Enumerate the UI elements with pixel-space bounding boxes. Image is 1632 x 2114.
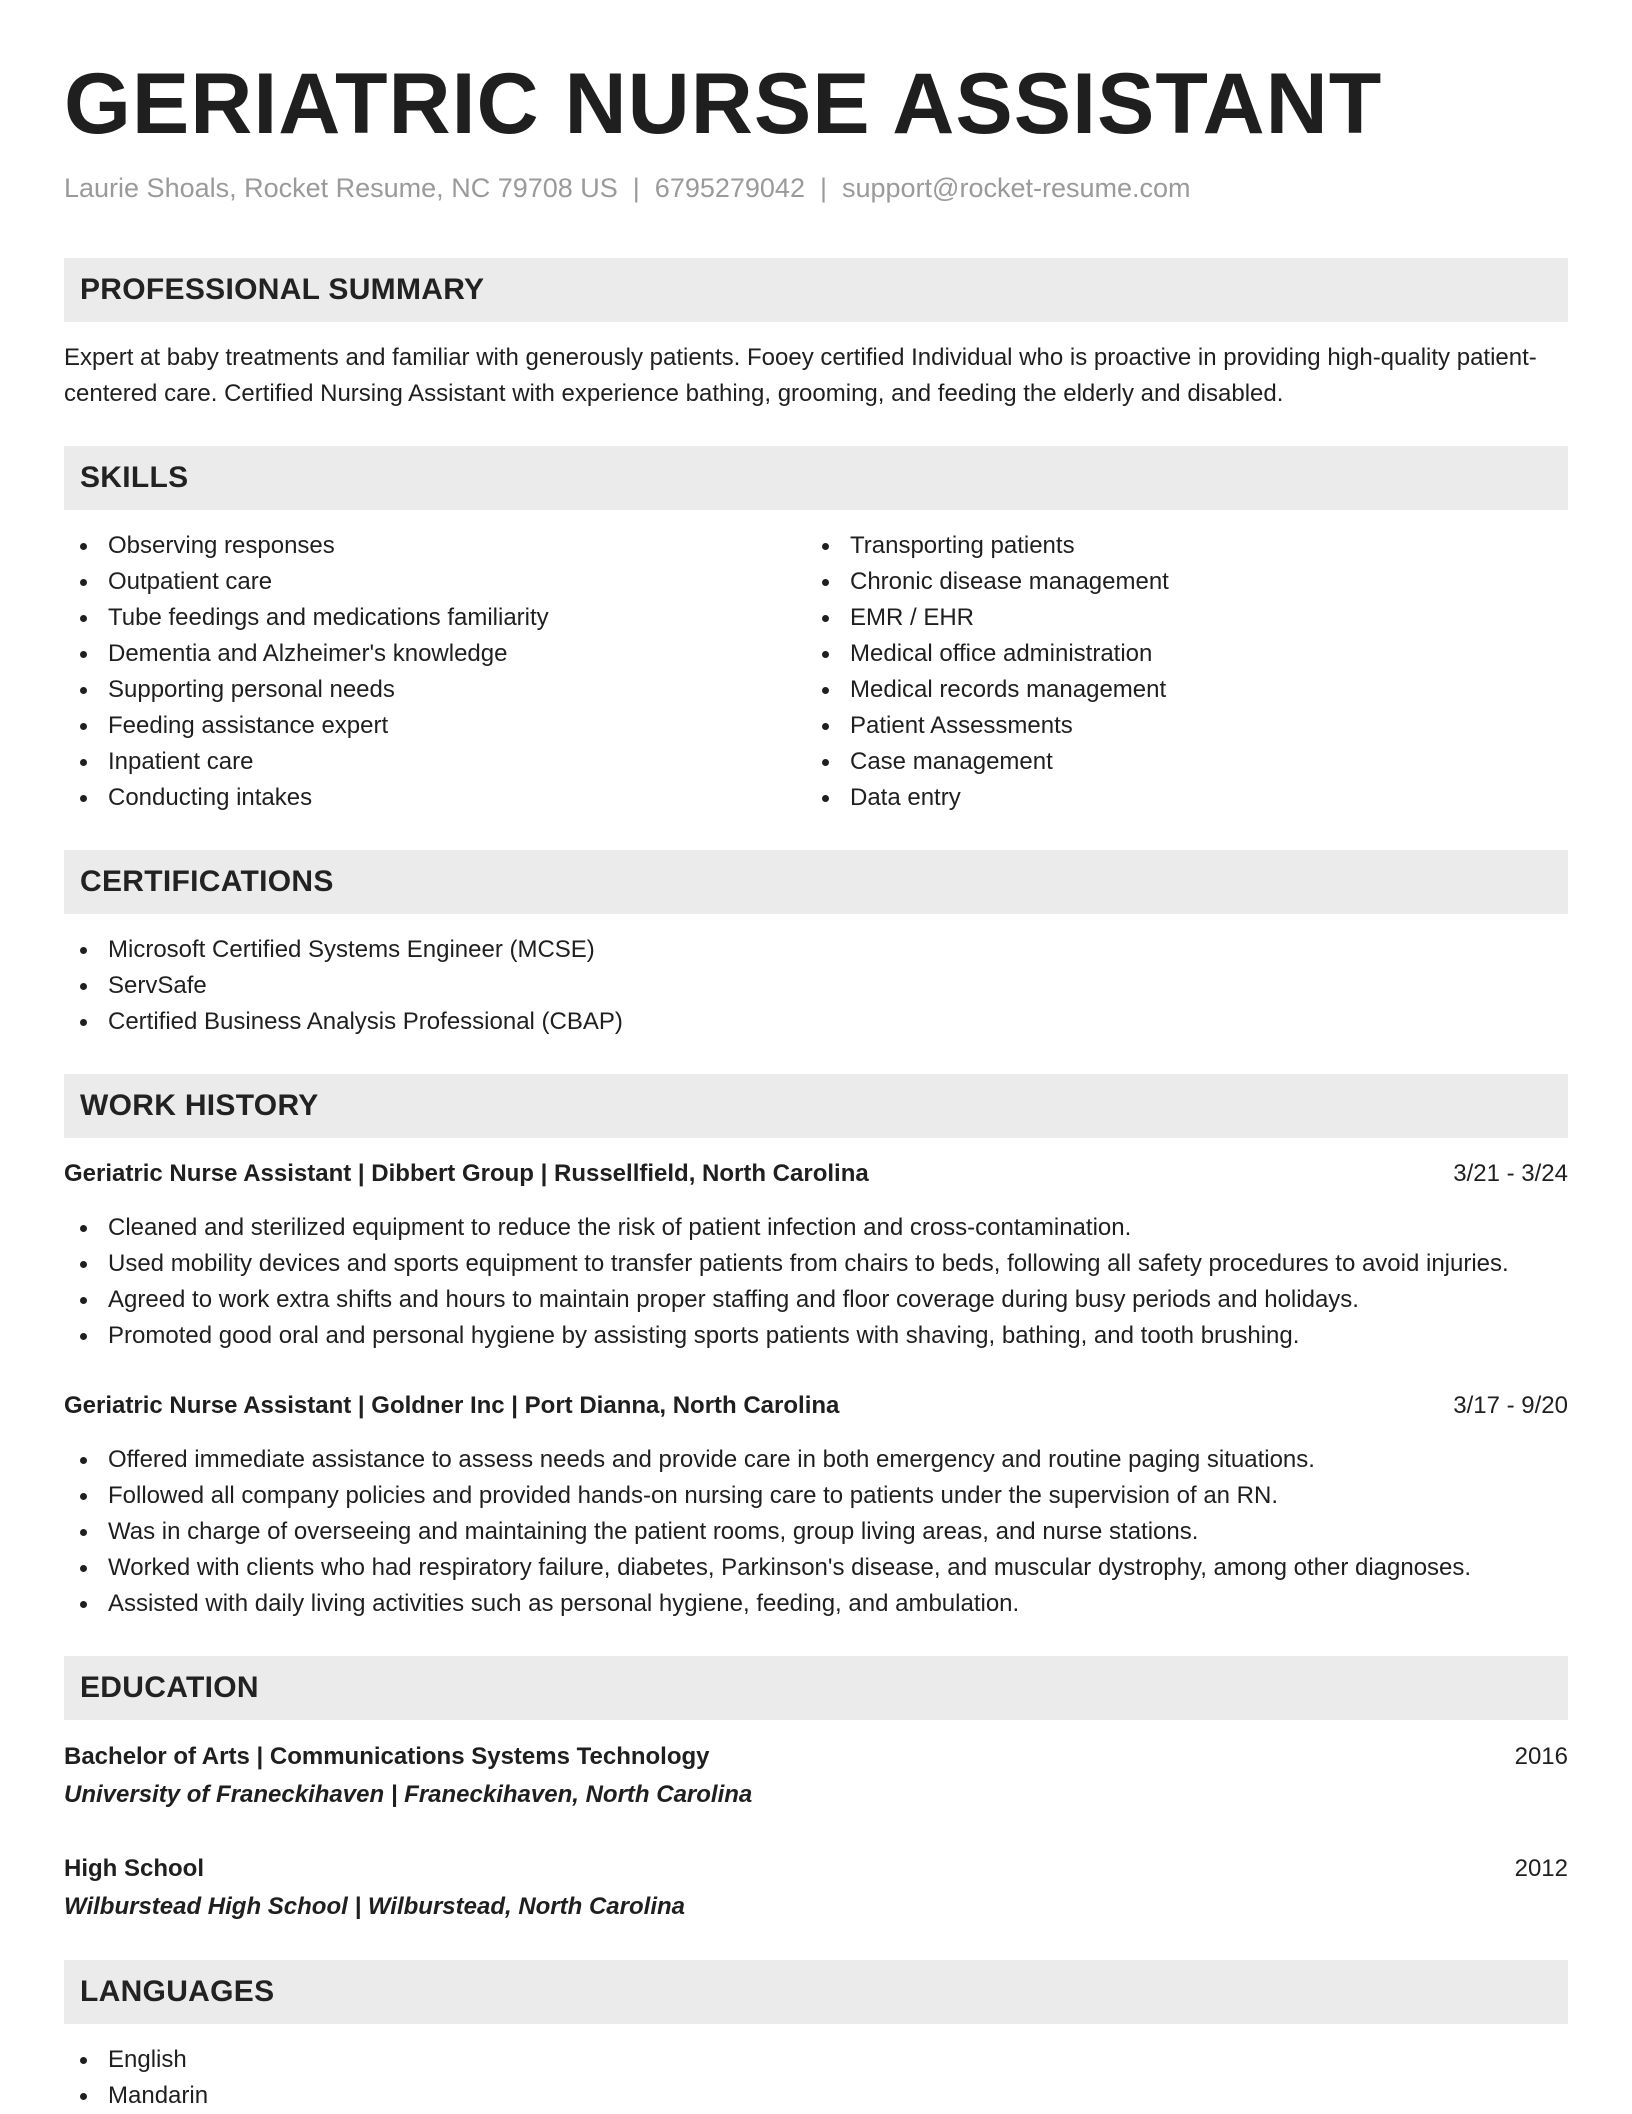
skill-item: Tube feedings and medications familiarity bbox=[64, 600, 806, 636]
education-entry bbox=[64, 1738, 1568, 1814]
contact-phone: 6795279042 bbox=[654, 173, 805, 203]
job-bullet: Worked with clients who had respiratory failure, diabetes, Parkinson's disease, and muscular dystrophy, among other diagnoses. bbox=[64, 1550, 1568, 1586]
skills-column-left bbox=[64, 528, 806, 816]
skill-item: Chronic disease management bbox=[806, 564, 1548, 600]
skill-item: EMR / EHR bbox=[806, 600, 1548, 636]
contact-line bbox=[64, 170, 1568, 206]
education-school: University of Franeckihaven | Franeckihaven, North Carolina bbox=[64, 1781, 753, 1808]
education-degree: Bachelor of Arts | Communications Systems Technology bbox=[64, 1743, 710, 1770]
job-bullet: Promoted good oral and personal hygiene by assisting sports patients with shaving, bathing, and tooth brushing. bbox=[64, 1318, 1568, 1354]
skill-item: Supporting personal needs bbox=[64, 672, 806, 708]
education-heading: EDUCATION bbox=[64, 1656, 1568, 1720]
job-bullet: Cleaned and sterilized equipment to reduce the risk of patient infection and cross-contamination. bbox=[64, 1210, 1568, 1246]
education-year: 2012 bbox=[1514, 1855, 1568, 1882]
skill-item: Feeding assistance expert bbox=[64, 708, 806, 744]
job-dates: 3/17 - 9/20 bbox=[1453, 1392, 1568, 1419]
languages-section bbox=[64, 1960, 1568, 2114]
job-dates: 3/21 - 3/24 bbox=[1453, 1160, 1568, 1187]
education-year: 2016 bbox=[1514, 1743, 1568, 1770]
language-item: Mandarin bbox=[64, 2078, 1568, 2114]
skill-item: Medical records management bbox=[806, 672, 1548, 708]
job-bullet: Followed all company policies and provided hands-on nursing care to patients under the supervision of an RN. bbox=[64, 1478, 1568, 1514]
skill-item: Data entry bbox=[806, 780, 1548, 816]
certifications-heading: CERTIFICATIONS bbox=[64, 850, 1568, 914]
job-entry bbox=[64, 1388, 1568, 1622]
education-degree: High School bbox=[64, 1855, 204, 1882]
summary-heading: PROFESSIONAL SUMMARY bbox=[64, 258, 1568, 322]
skill-item: Dementia and Alzheimer's knowledge bbox=[64, 636, 806, 672]
work-history-section bbox=[64, 1074, 1568, 1622]
skill-item: Observing responses bbox=[64, 528, 806, 564]
skills-section bbox=[64, 446, 1568, 816]
job-title: Geriatric Nurse Assistant | Dibbert Group | Russellfield, North Carolina bbox=[64, 1160, 869, 1187]
skill-item: Case management bbox=[806, 744, 1548, 780]
contact-separator: | bbox=[819, 173, 827, 203]
contact-separator: | bbox=[632, 173, 640, 203]
languages-heading: LANGUAGES bbox=[64, 1960, 1568, 2024]
skill-item: Medical office administration bbox=[806, 636, 1548, 672]
skill-item: Patient Assessments bbox=[806, 708, 1548, 744]
skill-item: Transporting patients bbox=[806, 528, 1548, 564]
job-title: Geriatric Nurse Assistant | Goldner Inc | Port Dianna, North Carolina bbox=[64, 1392, 840, 1419]
summary-section bbox=[64, 258, 1568, 412]
contact-email: support@rocket-resume.com bbox=[841, 173, 1191, 203]
contact-address: Laurie Shoals, Rocket Resume, NC 79708 US bbox=[64, 173, 618, 203]
language-item: English bbox=[64, 2042, 1568, 2078]
skill-item: Conducting intakes bbox=[64, 780, 806, 816]
job-bullet: Used mobility devices and sports equipment to transfer patients from chairs to beds, following all safety procedures to avoid injuries. bbox=[64, 1246, 1568, 1282]
job-bullet: Assisted with daily living activities such as personal hygiene, feeding, and ambulation. bbox=[64, 1586, 1568, 1622]
job-bullet: Was in charge of overseeing and maintaining the patient rooms, group living areas, and nurse stations. bbox=[64, 1514, 1568, 1550]
skill-item: Outpatient care bbox=[64, 564, 806, 600]
skill-item: Inpatient care bbox=[64, 744, 806, 780]
education-section bbox=[64, 1656, 1568, 1926]
education-school: Wilburstead High School | Wilburstead, North Carolina bbox=[64, 1893, 685, 1920]
resume-name-title: GERIATRIC NURSE ASSISTANT bbox=[64, 56, 1383, 152]
work-history-heading: WORK HISTORY bbox=[64, 1074, 1568, 1138]
skills-grid bbox=[64, 528, 1568, 816]
certifications-section bbox=[64, 850, 1568, 1040]
skills-column-right bbox=[806, 528, 1548, 816]
education-entry bbox=[64, 1850, 1568, 1926]
job-bullet: Agreed to work extra shifts and hours to maintain proper staffing and floor coverage during busy periods and holidays. bbox=[64, 1282, 1568, 1318]
job-entry bbox=[64, 1156, 1568, 1354]
job-bullet: Offered immediate assistance to assess needs and provide care in both emergency and routine paging situations. bbox=[64, 1442, 1568, 1478]
certification-item: Certified Business Analysis Professional (CBAP) bbox=[64, 1004, 1568, 1040]
summary-text: Expert at baby treatments and familiar with generously patients. Fooey certified Individual who is proactive in providing high-quality patient-centered care. Certified Nursing Assistant with experience bathing, grooming, and feeding the elderly and disabled. bbox=[64, 344, 1537, 407]
certification-item: ServSafe bbox=[64, 968, 1568, 1004]
certification-item: Microsoft Certified Systems Engineer (MCSE) bbox=[64, 932, 1568, 968]
skills-heading: SKILLS bbox=[64, 446, 1568, 510]
